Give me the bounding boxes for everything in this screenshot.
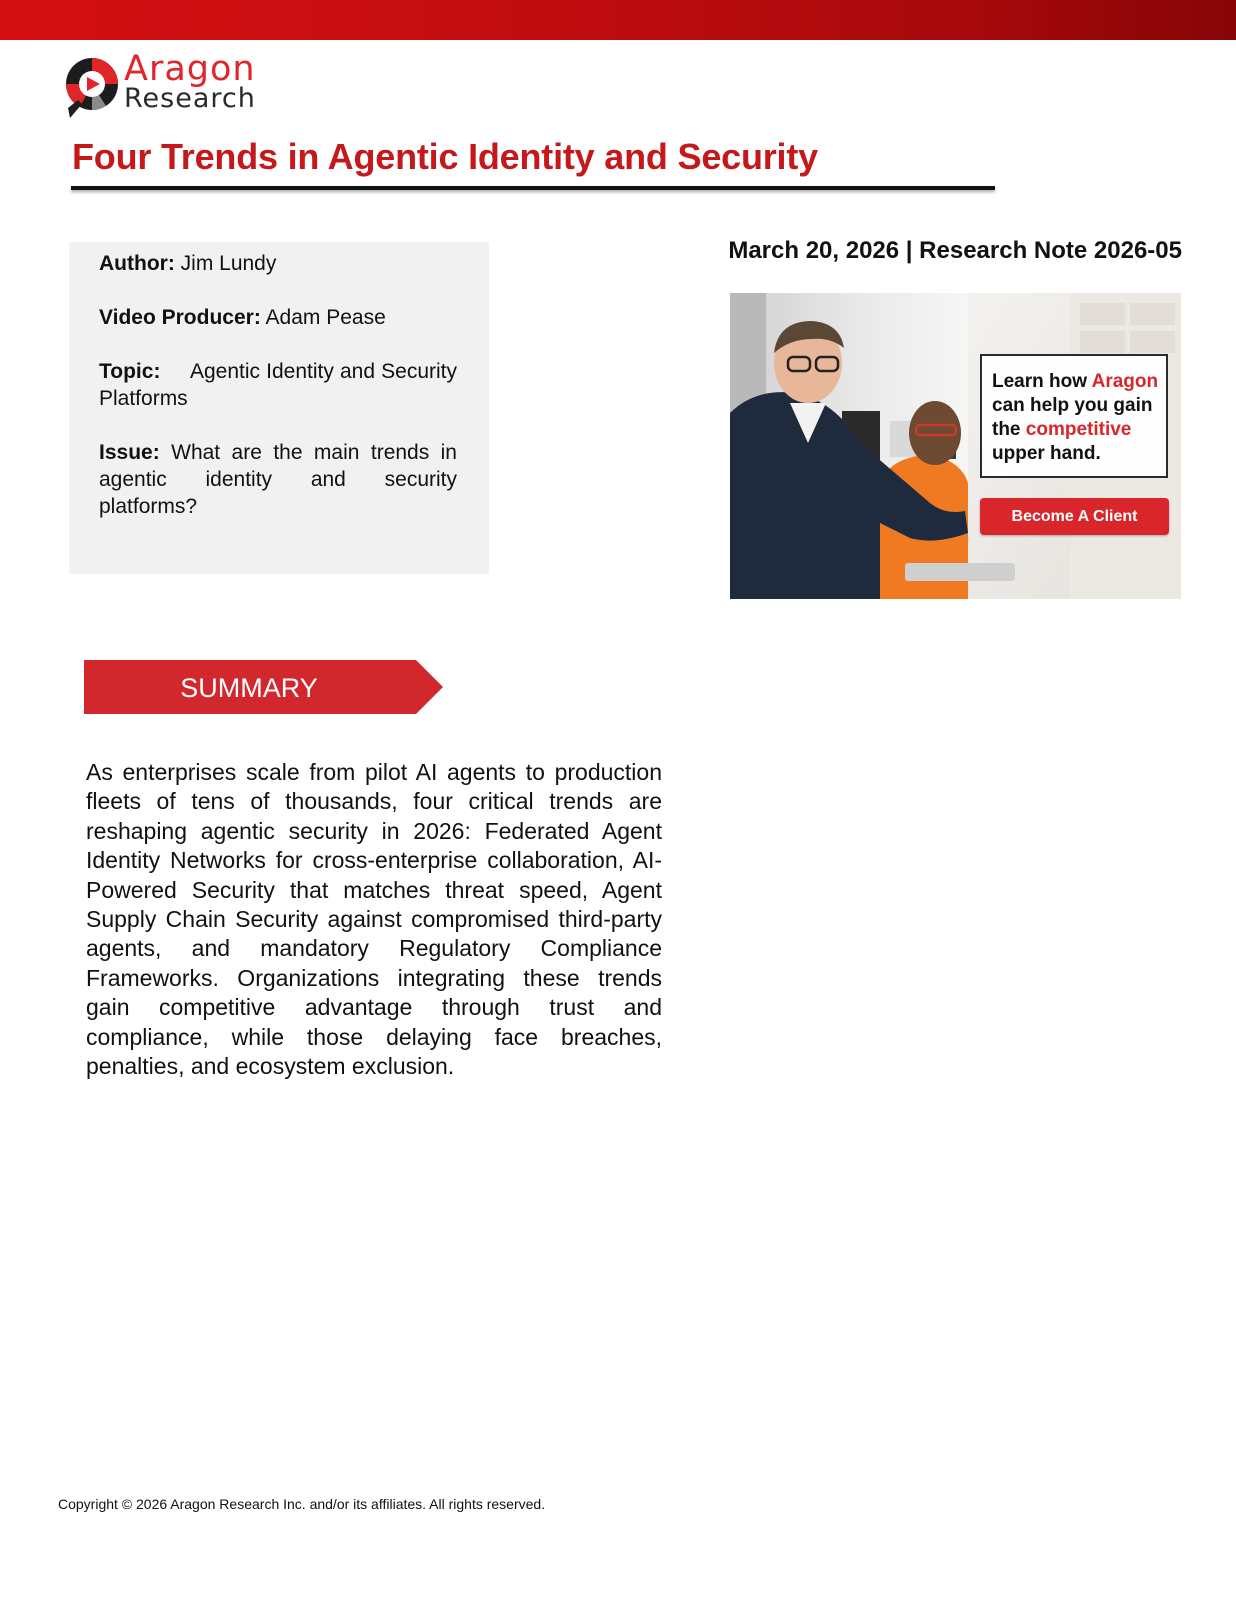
become-a-client-button[interactable]: Become A Client: [980, 498, 1169, 535]
title-divider: [71, 186, 995, 190]
producer-name: Adam Pease: [265, 306, 386, 329]
topic-value: Agentic Identity and Security Platforms: [99, 360, 457, 410]
summary-paragraph: As enterprises scale from pilot AI agents to production fleets of tens of thousands, four critical trends are reshaping agentic security in 2026: Federated Agent Identity Networks for cross-enterprise collaboration, AI-Powered Security that matches threat speed, Agent Supply Chain Security against compromised third-party agents, and mandatory Regulatory Compliance Frameworks. Organizations integrating these trends gain competitive advantage through trust and compliance, while those delaying face breaches, penalties, and ecosystem exclusion.: [86, 759, 662, 1080]
issue-line: [99, 439, 457, 520]
top-banner: [0, 0, 1236, 40]
advertisement-banner[interactable]: [730, 293, 1181, 599]
ad-callout-line-2: can help you gain: [992, 395, 1153, 416]
logo-subtitle: Research: [124, 83, 256, 114]
producer-line: [99, 304, 457, 331]
author-label: Author:: [99, 252, 175, 275]
issue-value: What are the main trends in agentic identity and security platforms?: [99, 441, 457, 518]
date-and-note-number: March 20, 2026 | Research Note 2026-05: [728, 237, 1182, 264]
aragon-logo[interactable]: [62, 50, 292, 122]
issue-label: Issue:: [99, 441, 160, 464]
ad-callout-line-4: upper hand.: [992, 443, 1101, 464]
summary-section-header: [84, 660, 444, 714]
author-line: [99, 250, 457, 277]
ad-callout-box: [980, 354, 1168, 478]
ad-callout-line-3: the competitive: [992, 419, 1132, 440]
ad-callout-line-1: Learn how Aragon: [992, 371, 1159, 392]
author-name: Jim Lundy: [180, 252, 277, 275]
copyright-notice: Copyright © 2026 Aragon Research Inc. and/or its affiliates. All rights reserved.: [58, 1496, 546, 1512]
producer-label: Video Producer:: [99, 306, 261, 329]
page-title: Four Trends in Agentic Identity and Security: [72, 136, 818, 177]
topic-line: [99, 358, 457, 412]
meta-info-box: [69, 242, 489, 574]
aragon-logo-icon: [62, 50, 120, 120]
logo-wordmark: Aragon: [124, 49, 256, 89]
meta-info-content: [99, 250, 457, 547]
summary-heading: SUMMARY: [180, 673, 318, 703]
topic-label: Topic:: [99, 360, 161, 383]
